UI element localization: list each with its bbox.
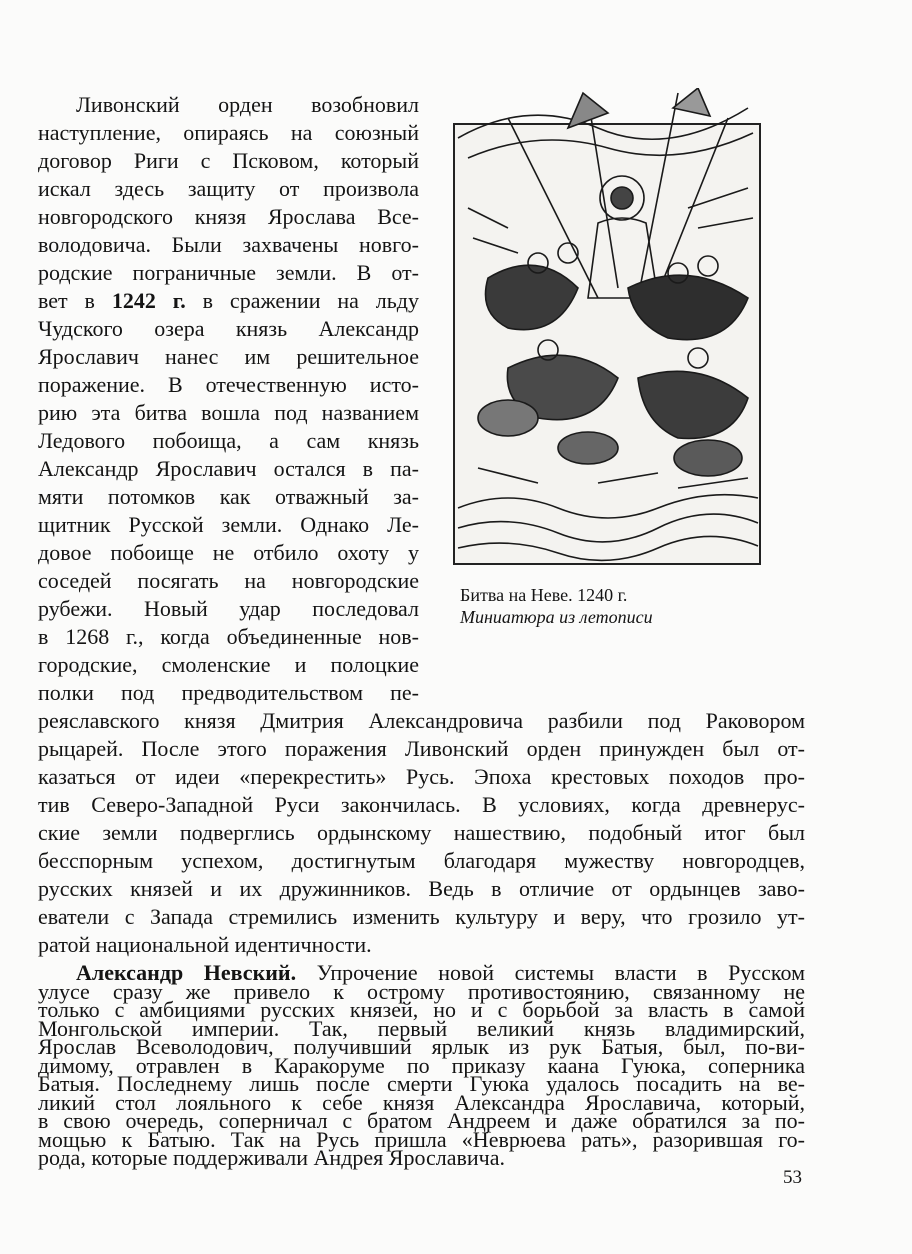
caption-title: Битва на Неве. 1240 г. bbox=[460, 585, 628, 605]
text-line bbox=[38, 289, 419, 313]
bold-date: 1242 г. bbox=[111, 288, 186, 313]
text-line: городские, смоленские и полоцкие bbox=[38, 652, 419, 677]
text-line: договор Риги с Псковом, который bbox=[38, 148, 419, 173]
text-line: ратой национальной идентичности. bbox=[38, 932, 372, 957]
text-line: реяславского князя Дмитрия Александровича разбили под Раковором bbox=[38, 708, 805, 733]
text-line: Монгольской империи. Так, первый великий князь владимирский, bbox=[38, 1015, 805, 1041]
text-line: рыцарей. После этого поражения Ливонский орден принужден был от- bbox=[38, 736, 805, 761]
text-line: рубежи. Новый удар последовал bbox=[38, 596, 419, 621]
figure-caption bbox=[460, 584, 740, 628]
caption-subtitle: Миниатюра из летописи bbox=[460, 607, 653, 627]
text-line: мощью к Батыю. Так на Русь пришла «Неврюева рать», разорившая го- bbox=[38, 1126, 805, 1152]
text-line: Батыя. Последнему лишь после смерти Гуюка удалось посадить на ве- bbox=[38, 1071, 805, 1096]
text-line: только с амбициями русских князей, но и с борьбой за власть в самой bbox=[38, 997, 805, 1022]
text-run: в сражении на льду bbox=[185, 288, 420, 313]
text-line: мяти потомков как отважный за- bbox=[38, 484, 419, 509]
text-run: вет в bbox=[38, 288, 112, 313]
text-line: полки под предводительством пе- bbox=[38, 680, 419, 705]
text-line: в 1268 г., когда объединенные нов- bbox=[38, 624, 419, 649]
text-line: ликий стол лояльного к себе князя Александра Ярославича, который, bbox=[38, 1089, 805, 1115]
text-line: Ледового побоища, а сам князь bbox=[38, 428, 419, 453]
text-line: бесспорным успехом, достигнутым благодаря мужеству новгородцев, bbox=[38, 848, 805, 873]
text-line: Александр Ярославич остался в па- bbox=[38, 456, 419, 481]
text-line: Ливонский орден возобновил bbox=[76, 92, 419, 117]
text-line: тив Северо-Западной Руси закончилась. В условиях, когда древнерус- bbox=[38, 792, 805, 817]
text-line: новгородского князя Ярослава Все- bbox=[38, 204, 419, 229]
text-line: рию эта битва вошла под названием bbox=[38, 400, 419, 425]
text-line: в свою очередь, соперничал с братом Андреем и даже обратился за по- bbox=[38, 1108, 805, 1133]
text-line: соседей посягать на новгородские bbox=[38, 568, 419, 593]
text-line: поражение. В отечественную исто- bbox=[38, 372, 419, 397]
text-run: Упрочение новой системы власти в Русском bbox=[296, 960, 805, 985]
text-line: довое побоище не отбило охоту у bbox=[38, 540, 419, 565]
battle-miniature-illustration bbox=[448, 88, 766, 570]
text-line: Чудского озера князь Александр bbox=[38, 316, 419, 341]
text-line: родские пограничные земли. В от- bbox=[38, 260, 419, 285]
text-line: улусе сразу же привело к острому противостоянию, связанному не bbox=[38, 978, 805, 1004]
text-line: володовича. Были захвачены новго- bbox=[38, 232, 419, 257]
text-line: рода, которые поддерживали Андрея Ярославича. bbox=[38, 1145, 506, 1170]
text-line: Ярославич нанес им решительное bbox=[38, 344, 419, 369]
section-heading-inline: Александр Невский. bbox=[76, 960, 297, 985]
text-line: искал здесь защиту от произвола bbox=[38, 176, 419, 201]
text-line: еватели с Запада стремились изменить культуру и веру, что грозило ут- bbox=[38, 904, 805, 929]
text-line: Ярослав Всеволодович, получивший ярлык из рук Батыя, был, по-ви- bbox=[38, 1034, 805, 1059]
page-number: 53 bbox=[783, 1167, 802, 1188]
text-line: димому, отравлен в Каракоруме по приказу каана Гуюка, соперника bbox=[38, 1052, 805, 1078]
text-line: наступление, опираясь на союзный bbox=[38, 120, 419, 145]
text-line: казаться от идеи «перекрестить» Русь. Эпоха крестовых походов про- bbox=[38, 764, 805, 789]
text-line: ские земли подверглись ордынскому нашествию, подобный итог был bbox=[38, 820, 805, 845]
text-line: русских князей и их дружинников. Ведь в отличие от ордынцев заво- bbox=[38, 876, 805, 901]
text-line: щитник Русской земли. Однако Ле- bbox=[38, 512, 419, 537]
